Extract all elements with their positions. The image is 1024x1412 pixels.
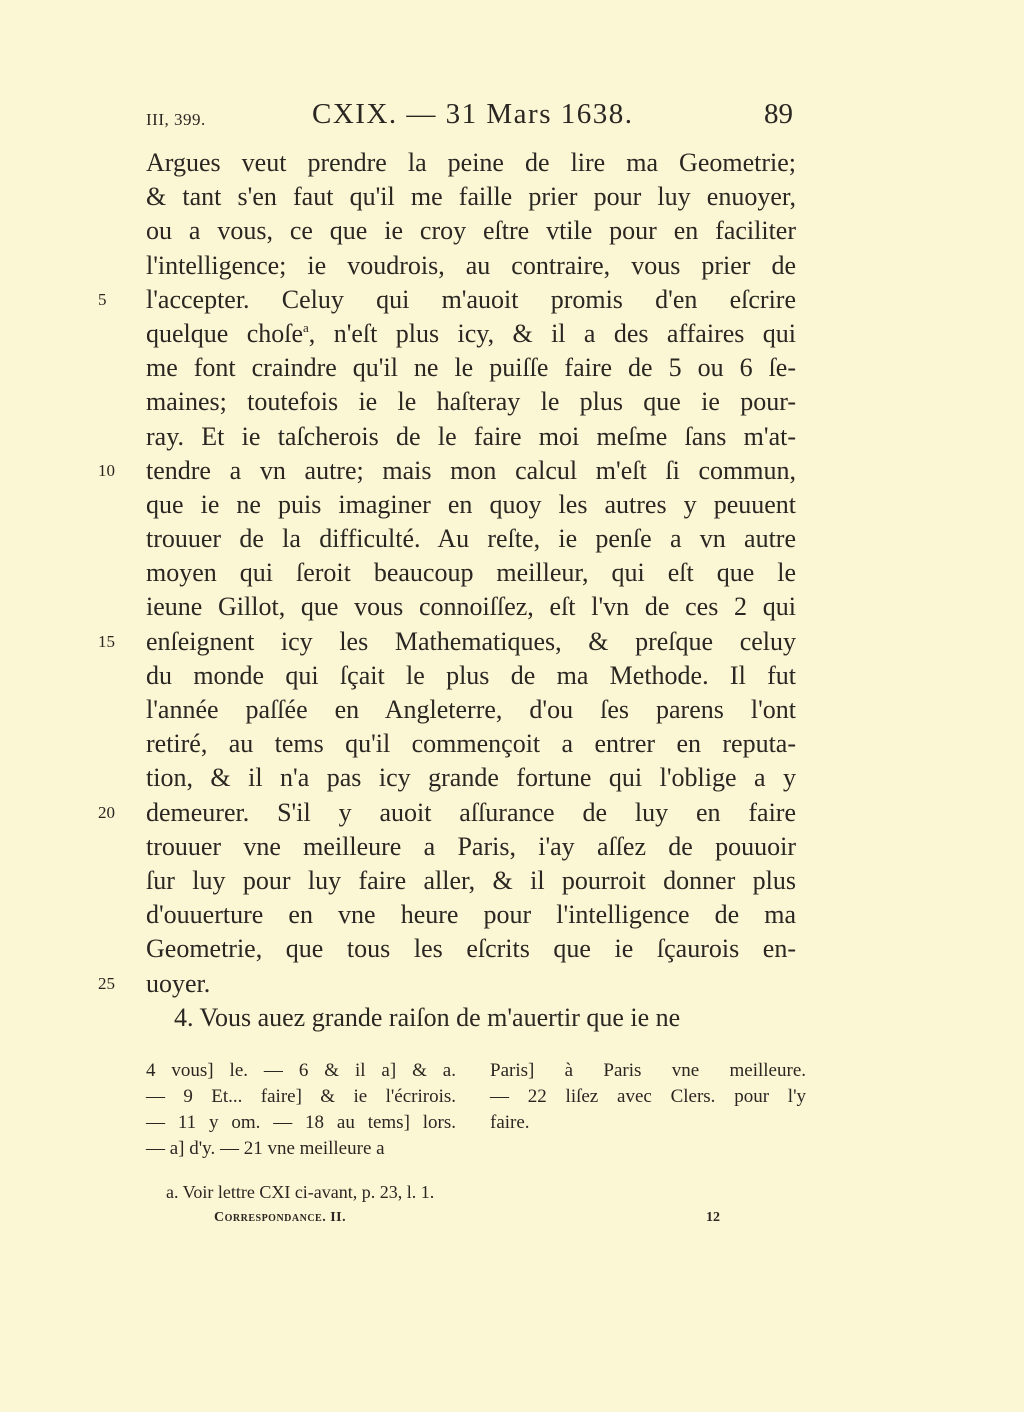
letter-body: [98, 146, 797, 1035]
text-line: [146, 659, 796, 693]
text-line: [146, 864, 796, 898]
text-line: [146, 898, 796, 932]
line-text: tion, & il n'a pas icy grande fortune qui l'oblige a y: [146, 763, 796, 793]
text-line: [146, 249, 796, 283]
text-line: [98, 454, 796, 488]
line-text: trouuer de la difficulté. Au reſte, ie penſe a vn autre: [146, 524, 796, 554]
signature-label: Correspondance. II.: [214, 1210, 347, 1225]
variants-column-right: [490, 1058, 806, 1136]
variant-line: — a] d'y. — 21 vne meilleure a: [146, 1138, 385, 1159]
line-number: 15: [98, 631, 115, 651]
line-text-continued: , n'eſt plus icy, & il a des affaires qui: [308, 318, 797, 348]
variant-line: faire.: [490, 1112, 530, 1133]
footnote-marker: a: [303, 319, 309, 335]
text-line: [146, 727, 796, 761]
text-line: [146, 180, 796, 214]
line-number: 25: [98, 973, 115, 993]
text-line: [98, 796, 796, 830]
volume-reference: III, 399.: [146, 110, 206, 129]
text-line: [146, 351, 796, 385]
text-line: [146, 317, 796, 351]
line-text: & tant s'en faut qu'il me faille prier pour luy enuoyer,: [146, 182, 796, 212]
text-line: [146, 522, 796, 556]
text-line: [98, 967, 796, 1001]
text-line: [146, 761, 796, 795]
page-header: [0, 98, 1024, 138]
line-text: d'ouuerture en vne heure pour l'intelligence de ma: [146, 900, 796, 930]
text-line: [146, 420, 796, 454]
variant-line: — 11 y om. — 18 au tems] lors.: [146, 1112, 456, 1133]
line-text: l'intelligence; ie voudrois, au contraire, vous prier de: [146, 250, 796, 280]
variants-column-left: [146, 1058, 456, 1162]
line-text: me font craindre qu'il ne le puiſſe faire de 5 ou 6 ſe-: [146, 353, 796, 383]
variant-line: Paris] à Paris vne meilleure.: [490, 1060, 806, 1081]
line-text: l'année paſſée en Angleterre, d'ou ſes parens l'ont: [146, 695, 796, 724]
line-text: ieune Gillot, que vous connoiſſez, eſt l'vn de ces 2 qui: [146, 592, 796, 622]
text-line: [146, 1001, 796, 1035]
text-line: [146, 214, 796, 248]
text-line: [146, 488, 796, 522]
line-number: 10: [98, 460, 115, 480]
line-text: ou a vous, ce que ie croy eſtre vtile pour en faciliter: [146, 216, 796, 246]
letter-title: CXIX. — 31 Mars 1638.: [312, 98, 634, 130]
line-text: tendre a vn autre; mais mon calcul m'eſt ſi commun,: [146, 455, 796, 485]
text-line: [146, 830, 796, 864]
line-text: ſur luy pour luy faire aller, & il pourroit donner plus: [146, 865, 796, 895]
line-number: 20: [98, 802, 115, 822]
text-line: [146, 556, 796, 590]
line-text: demeurer. S'il y auoit aſſurance de luy en faire: [146, 797, 796, 827]
page-number: 89: [764, 98, 793, 130]
line-text: 4. Vous auez grande raiſon de m'auertir que ie ne: [174, 1002, 681, 1032]
text-line: [146, 385, 796, 419]
variant-line: — 9 Et... faire] & ie l'écrirois.: [146, 1086, 456, 1107]
text-line: [146, 590, 796, 624]
line-text: Geometrie, que tous les eſcrits que ie ſçaurois en-: [146, 934, 796, 964]
text-line: [146, 693, 796, 727]
signature-number: 12: [706, 1210, 720, 1225]
variant-line: — 22 liſez avec Clers. pour l'y: [490, 1086, 806, 1107]
line-text: Argues veut prendre la peine de lire ma Geometrie;: [146, 148, 796, 177]
line-text: enſeignent icy les Mathematiques, & preſque celuy: [146, 626, 796, 656]
line-text: ray. Et ie taſcherois de le faire moi meſme ſans m'at-: [146, 421, 796, 451]
text-line: [98, 283, 796, 317]
text-line: [98, 625, 796, 659]
text-line: [146, 932, 796, 966]
line-number: 5: [98, 289, 107, 309]
line-text: retiré, au tems qu'il commençoit a entrer en reputa-: [146, 729, 796, 759]
line-text: moyen qui ſeroit beaucoup meilleur, qui eſt que le: [146, 558, 796, 588]
footnote: a. Voir lettre CXI ci-avant, p. 23, l. 1.: [166, 1182, 435, 1202]
line-text: du monde qui ſçait le plus de ma Methode. Il fut: [146, 660, 796, 690]
text-line: [146, 146, 796, 180]
line-text: quelque choſe: [146, 318, 304, 348]
line-text: uoyer.: [146, 968, 211, 998]
line-text: l'accepter. Celuy qui m'auoit promis d'en eſcrire: [146, 284, 796, 314]
line-text: maines; toutefois ie le haſteray le plus que ie pour-: [146, 387, 796, 417]
line-text: trouuer vne meilleure a Paris, i'ay aſſez de pouuoir: [146, 831, 796, 861]
line-text: que ie ne puis imaginer en quoy les autres y peuuent: [146, 489, 796, 519]
variant-line: 4 vous] le. — 6 & il a] & a.: [146, 1060, 456, 1081]
